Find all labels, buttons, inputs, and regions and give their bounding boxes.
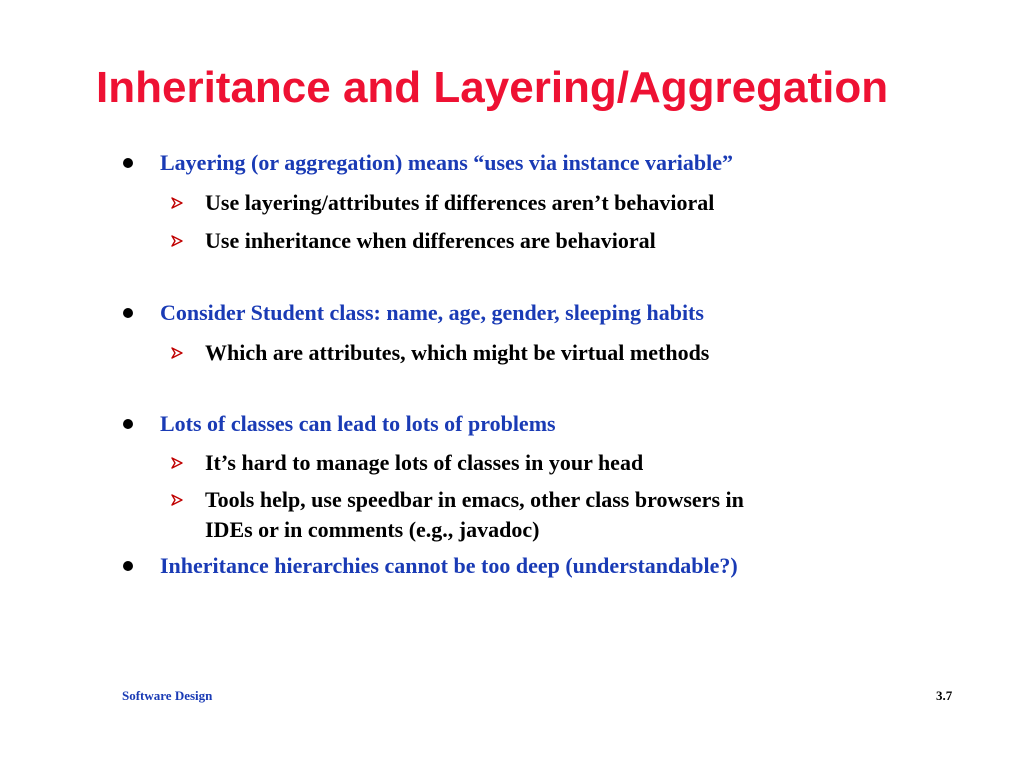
footer-course-name: Software Design	[122, 688, 213, 703]
arrow-bullet-icon	[170, 493, 184, 507]
bullet-text: Inheritance hierarchies cannot be too deep (understandable?)	[160, 553, 738, 578]
arrow-bullet-icon	[170, 456, 184, 470]
arrow-bullet-icon	[170, 234, 184, 248]
bullet-dot-icon	[123, 158, 133, 168]
bullet-dot-icon	[123, 308, 133, 318]
sub-bullet-text: Tools help, use speedbar in emacs, other class browsers in	[205, 487, 744, 512]
arrow-bullet-icon	[170, 346, 184, 360]
sub-bullet-text: Which are attributes, which might be virtual methods	[205, 340, 710, 365]
sub-bullet-text: It’s hard to manage lots of classes in your head	[205, 450, 644, 475]
bullet-text: Consider Student class: name, age, gender, sleeping habits	[160, 300, 704, 325]
bullet-text: Layering (or aggregation) means “uses via instance variable”	[160, 150, 733, 175]
sub-bullet-text: Use layering/attributes if differences aren’t behavioral	[205, 190, 715, 215]
sub-bullet-text: Use inheritance when differences are behavioral	[205, 228, 656, 253]
page-number: 3.7	[936, 688, 953, 703]
bullet-dot-icon	[123, 561, 133, 571]
sub-bullet-text-continued: IDEs or in comments (e.g., javadoc)	[205, 517, 540, 542]
bullet-text: Lots of classes can lead to lots of problems	[160, 411, 556, 436]
arrow-bullet-icon	[170, 196, 184, 210]
slide-title: Inheritance and Layering/Aggregation	[96, 63, 889, 112]
bullet-dot-icon	[123, 419, 133, 429]
